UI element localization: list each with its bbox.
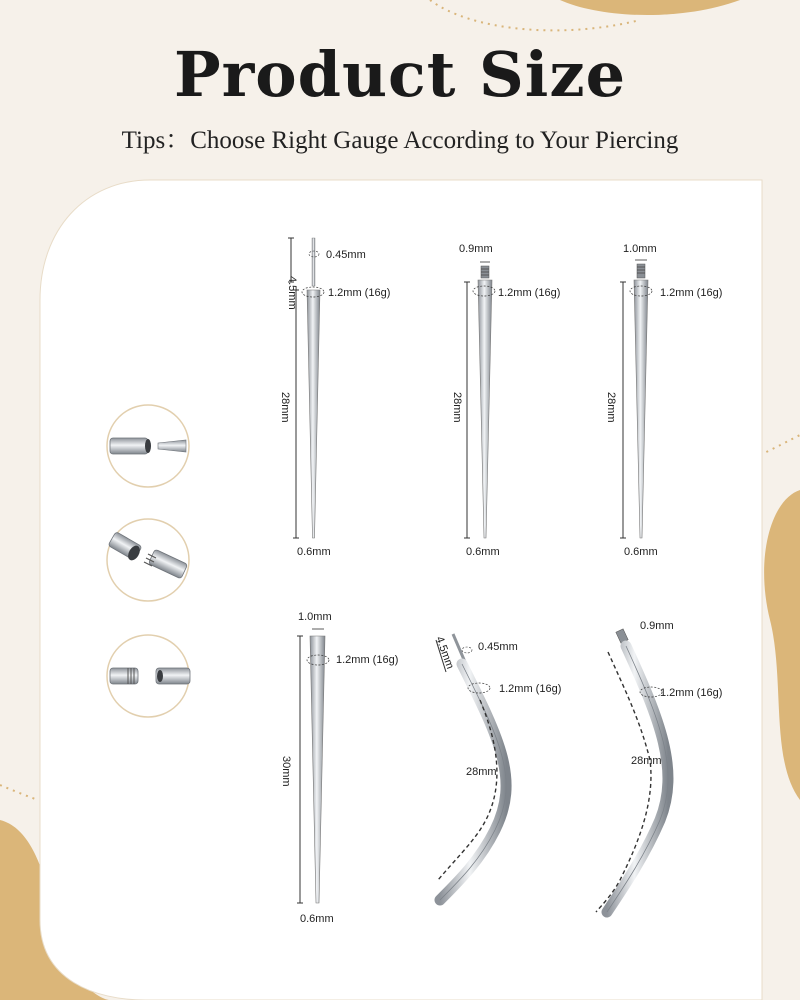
taper-2-gauge: 1.2mm (16g) bbox=[498, 287, 561, 299]
taper-6-gauge: 1.2mm (16g) bbox=[660, 687, 723, 699]
taper-1-tip: 0.45mm bbox=[326, 249, 366, 261]
taper-2 bbox=[451, 243, 560, 558]
taper-1 bbox=[279, 238, 390, 558]
taper-3-end: 0.6mm bbox=[624, 546, 658, 558]
detail-internal-thread bbox=[107, 519, 189, 601]
taper-4-gauge: 1.2mm (16g) bbox=[336, 654, 399, 666]
taper-3-gauge: 1.2mm (16g) bbox=[660, 287, 723, 299]
taper-5-tip-length: 4.5mm bbox=[433, 634, 456, 671]
taper-6 bbox=[596, 620, 722, 912]
taper-3-tip: 1.0mm bbox=[623, 243, 657, 255]
taper-1-length: 28mm bbox=[279, 392, 291, 423]
taper-3-length: 28mm bbox=[605, 392, 617, 423]
taper-4-tip: 1.0mm bbox=[298, 611, 332, 623]
page-title: Product Size bbox=[173, 38, 627, 111]
taper-3 bbox=[605, 243, 722, 558]
taper-1-end: 0.6mm bbox=[297, 546, 331, 558]
taper-2-tip: 0.9mm bbox=[459, 243, 493, 255]
taper-4-length: 30mm bbox=[280, 756, 292, 787]
taper-4 bbox=[280, 611, 398, 925]
detail-threadless bbox=[107, 405, 189, 487]
taper-4-end: 0.6mm bbox=[300, 913, 334, 925]
taper-5 bbox=[433, 634, 561, 900]
taper-6-tip: 0.9mm bbox=[640, 620, 674, 632]
taper-1-tip-length: 4.5mm bbox=[286, 276, 298, 310]
detail-external-thread bbox=[107, 635, 190, 717]
taper-5-gauge: 1.2mm (16g) bbox=[499, 683, 562, 695]
taper-1-gauge: 1.2mm (16g) bbox=[328, 287, 391, 299]
taper-5-tip: 0.45mm bbox=[478, 641, 518, 653]
taper-2-length: 28mm bbox=[451, 392, 463, 423]
tips-text: Tips：Choose Right Gauge According to Your Piercing bbox=[121, 127, 679, 154]
taper-2-end: 0.6mm bbox=[466, 546, 500, 558]
taper-6-length: 28mm bbox=[631, 755, 662, 767]
taper-5-length: 28mm bbox=[466, 766, 497, 778]
